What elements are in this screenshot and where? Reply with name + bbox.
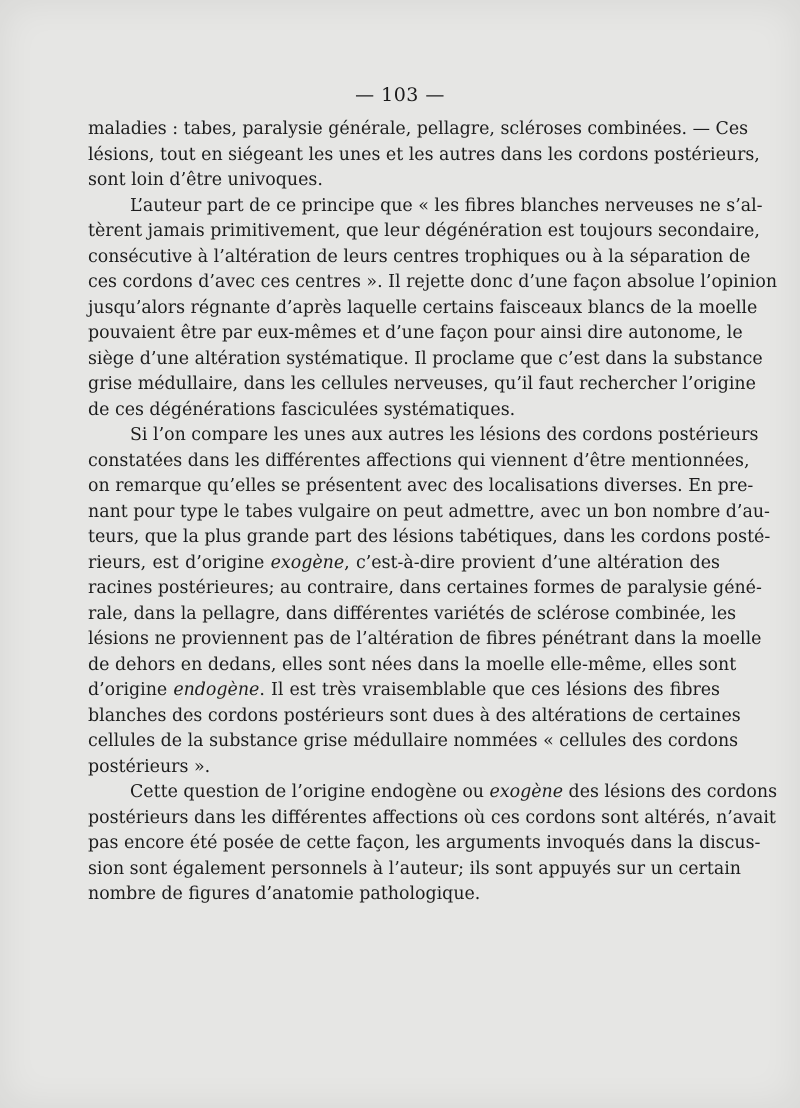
text-line: maladies : tabes, paralysie générale, pellagre, scléroses combinées. — Ces xyxy=(88,119,749,139)
paragraph xyxy=(88,423,771,780)
text-line: ces cordons d’avec ces centres ». Il rejette donc d’une façon absolue l’opinion xyxy=(88,272,778,292)
text-line: jusqu’alors régnante d’après laquelle certains faisceaux blancs de la moelle xyxy=(88,297,758,318)
text-line: teurs, que la plus grande part des lésions tabétiques, dans les cordons posté- xyxy=(88,527,771,547)
paragraph xyxy=(88,117,760,194)
text-line: Si l’on compare les unes aux autres les lésions des cordons postérieurs xyxy=(130,425,759,445)
text-line: racines postérieures; au contraire, dans certaines formes de paralysie géné- xyxy=(88,578,762,598)
text-line: L’auteur part de ce principe que « les fibres blanches nerveuses ne s’al- xyxy=(130,195,763,216)
text-line: cellules de la substance grise médullaire nommées « cellules des cordons xyxy=(88,731,739,751)
text-line: on remarque qu’elles se présentent avec des localisations diverses. En pre- xyxy=(88,476,754,496)
text-line: rale, dans la pellagre, dans différentes variétés de sclérose combinée, les xyxy=(88,603,737,624)
body-text xyxy=(88,117,778,908)
text-line: lésions ne proviennent pas de l’altération de fibres pénétrant dans la moelle xyxy=(88,629,762,649)
text-line: nant pour type le tabes vulgaire on peut admettre, avec un bon nombre d’au- xyxy=(88,501,770,522)
text-line: siège d’une altération systématique. Il proclame que c’est dans la substance xyxy=(88,348,763,369)
text-line: de ces dégénérations fasciculées systématiques. xyxy=(88,399,516,420)
paragraph xyxy=(88,780,778,908)
text-line: nombre de figures d’anatomie pathologique. xyxy=(88,884,481,904)
text-line: lésions, tout en siégeant les unes et les autres dans les cordons postérieurs, xyxy=(88,144,760,165)
text-line: sion sont également personnels à l’auteur; ils sont appuyés sur un certain xyxy=(88,858,741,879)
page-number: — 103 — xyxy=(355,84,445,106)
text-line: de dehors en dedans, elles sont nées dans la moelle elle-même, elles sont xyxy=(88,654,737,675)
text-line: pas encore été posée de cette façon, les arguments invoqués dans la discus- xyxy=(88,833,761,853)
text-line: tèrent jamais primitivement, que leur dégénération est toujours secondaire, xyxy=(88,221,760,241)
text-line: constatées dans les différentes affections qui viennent d’être mentionnées, xyxy=(88,450,750,471)
text-line: consécutive à l’altération de leurs centres trophiques ou à la séparation de xyxy=(88,246,751,267)
paragraph xyxy=(88,194,778,424)
text-line: sont loin d’être univoques. xyxy=(88,170,323,190)
text-line: pouvaient être par eux-mêmes et d’une façon pour ainsi dire autonome, le xyxy=(88,323,743,343)
text-line: rieurs, est d’origine exogène, c’est-à-dire provient d’une altération des xyxy=(88,552,720,573)
text-line: postérieurs dans les différentes affections où ces cordons sont altérés, n’avait xyxy=(88,807,776,828)
text-line: Cette question de l’origine endogène ou exogène des lésions des cordons xyxy=(130,782,778,802)
text-line: grise médullaire, dans les cellules nerveuses, qu’il faut rechercher l’origine xyxy=(88,374,756,394)
text-line: postérieurs ». xyxy=(88,756,211,777)
text-line: d’origine endogène. Il est très vraisemblable que ces lésions des fibres xyxy=(88,680,720,700)
text-line: blanches des cordons postérieurs sont dues à des altérations de certaines xyxy=(88,705,741,726)
